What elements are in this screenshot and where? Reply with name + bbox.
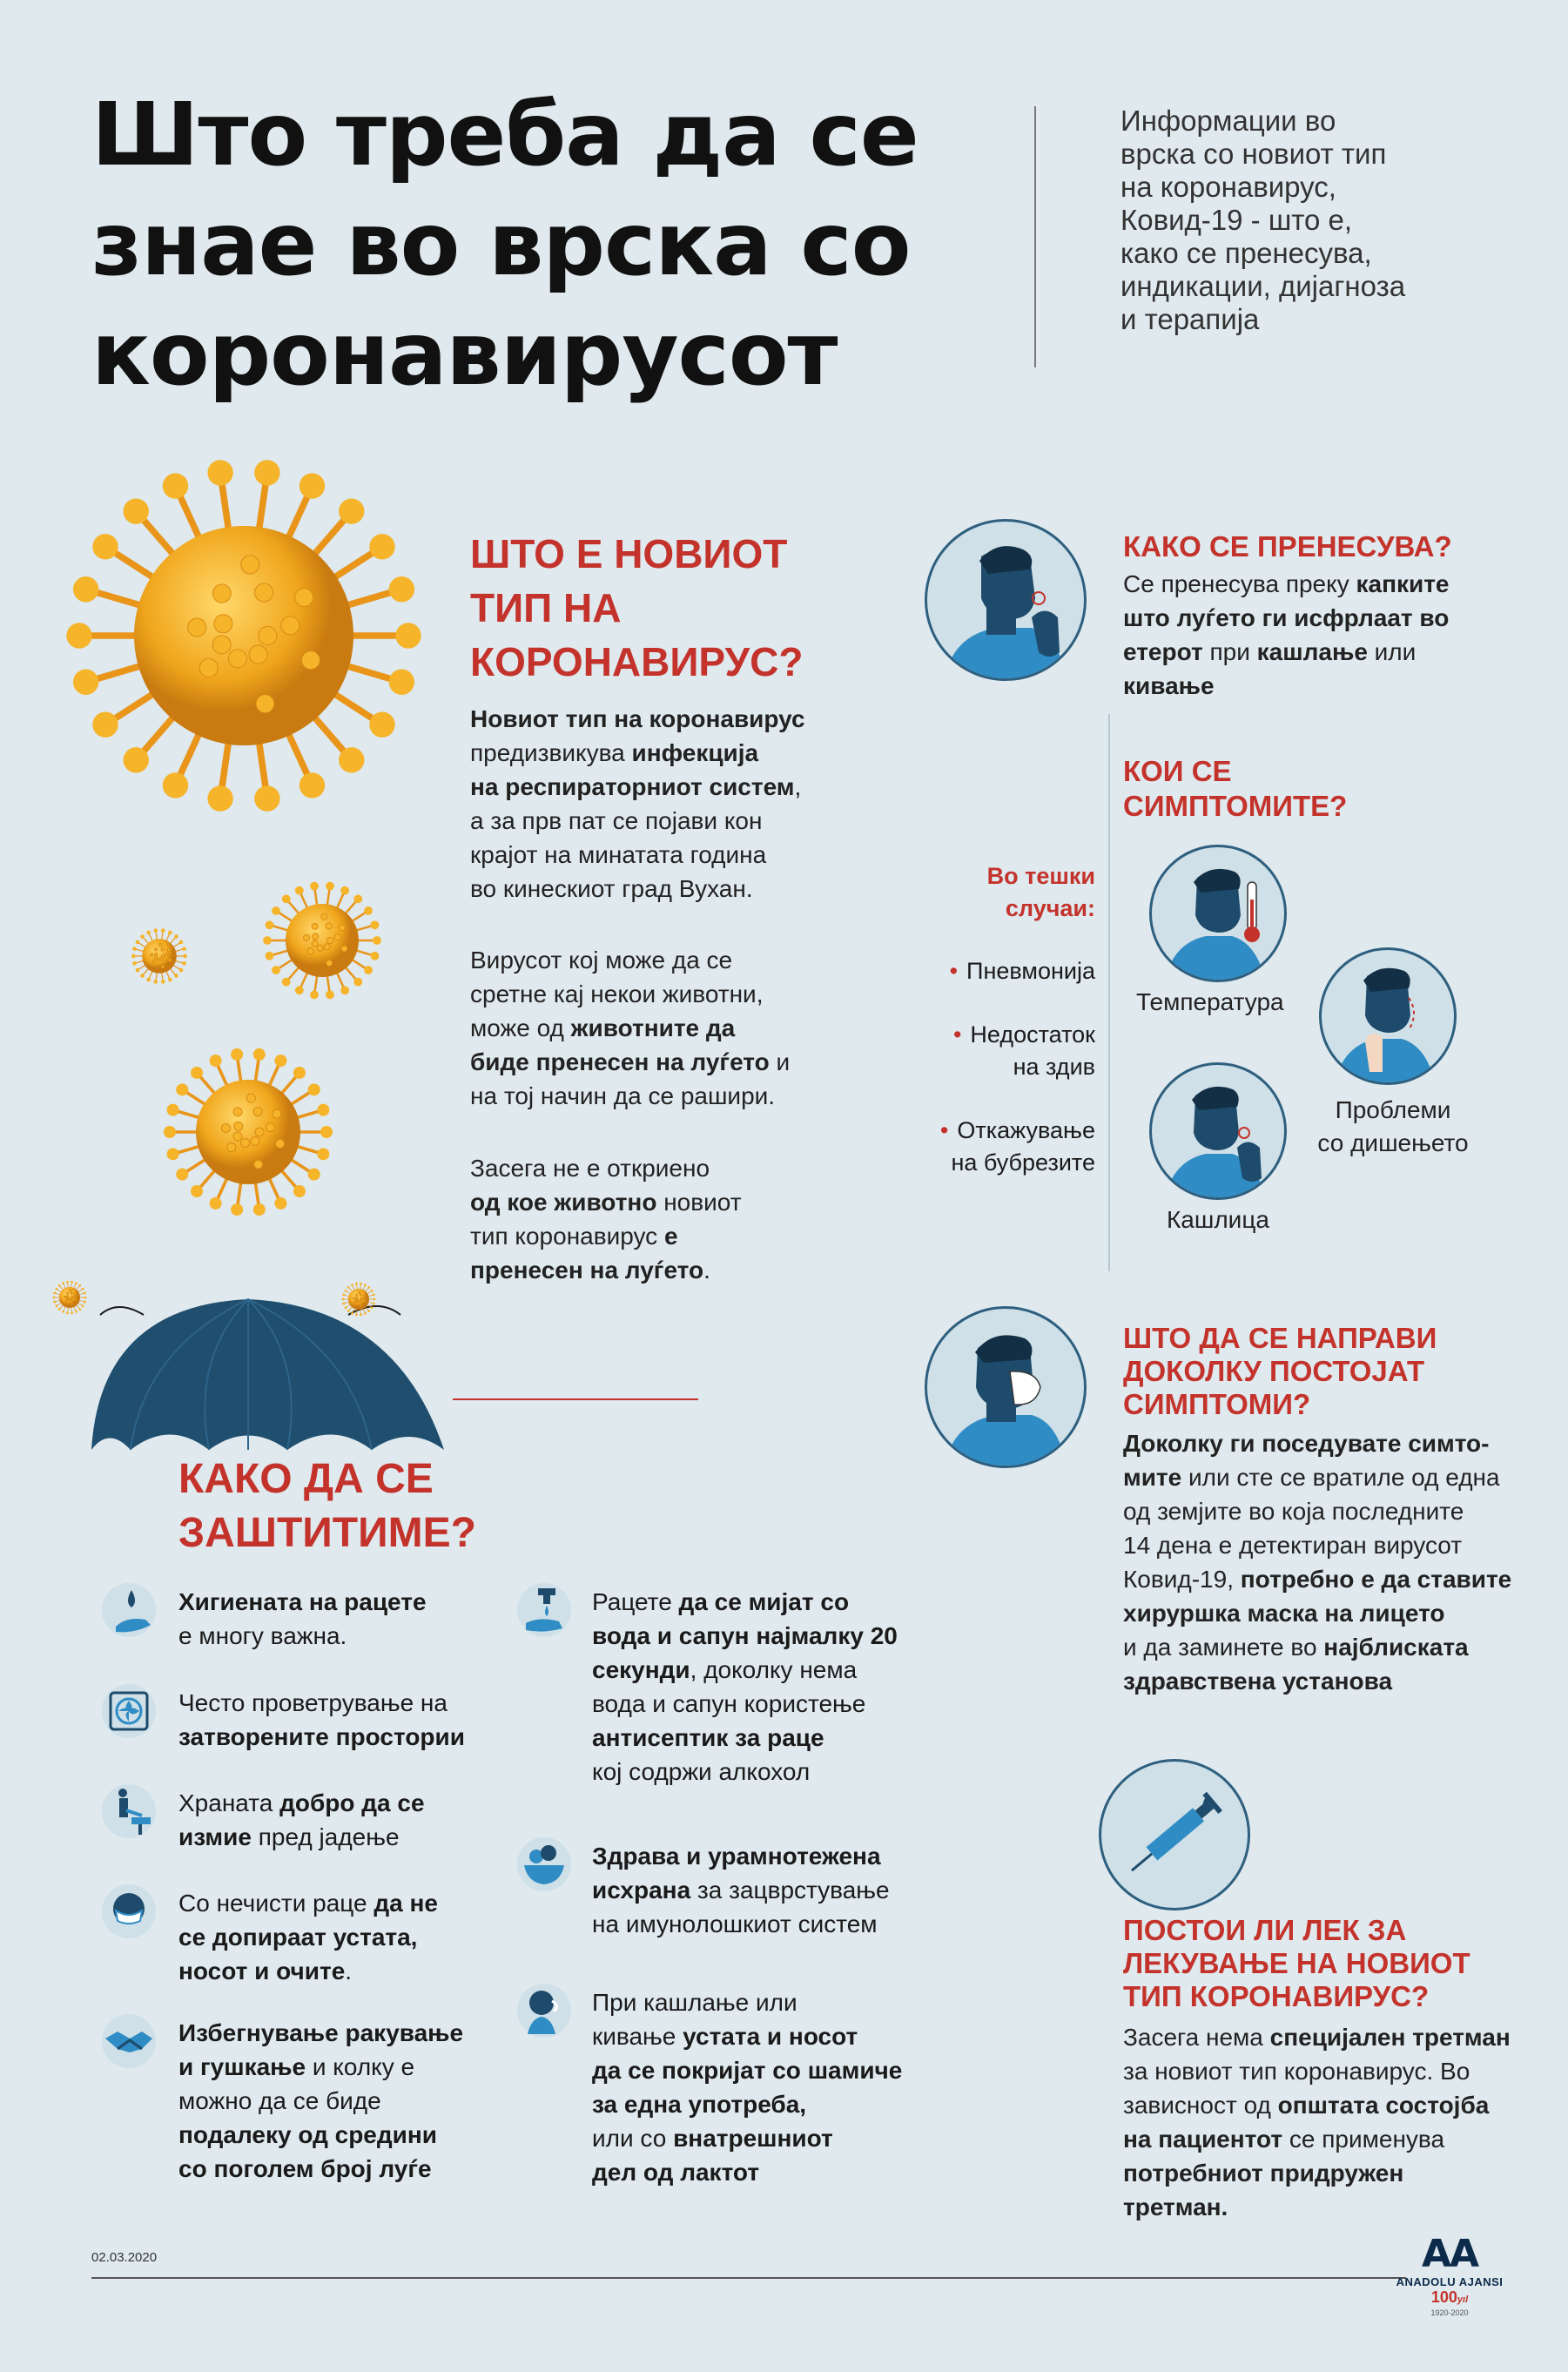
protect-item-text bbox=[178, 1786, 562, 1854]
bold-text: внатрешниот bbox=[673, 2125, 833, 2152]
text-line bbox=[470, 1185, 845, 1219]
transmission-paragraph bbox=[1123, 567, 1515, 703]
text-line bbox=[592, 1585, 975, 1619]
text: , bbox=[794, 773, 802, 800]
text: е многу важна. bbox=[178, 1622, 347, 1649]
temperature-label: Температура bbox=[1136, 988, 1284, 1015]
title-divider bbox=[1034, 106, 1036, 367]
red-divider bbox=[453, 1398, 698, 1400]
cure-title-line: ЛЕКУВАЊЕ НА НОВИОТ bbox=[1123, 1947, 1470, 1979]
severe-item bbox=[871, 1115, 1095, 1179]
symptoms-divider-line bbox=[1108, 714, 1110, 1271]
subtitle-line: и терапија bbox=[1120, 303, 1260, 335]
medium-virus-icon bbox=[261, 879, 383, 1001]
text-line bbox=[178, 1920, 562, 1954]
text-line bbox=[178, 1820, 562, 1854]
text-line bbox=[592, 1653, 975, 1687]
what-to-do-title-line: ДОКОЛКУ ПОСТОЈАТ bbox=[1123, 1355, 1425, 1387]
text-line bbox=[592, 1985, 975, 2019]
cough-circle bbox=[1149, 1062, 1287, 1200]
protect-item-text bbox=[178, 1886, 562, 1988]
severe-item-line bbox=[871, 955, 1095, 987]
severe-item-text: на здив bbox=[1013, 1054, 1095, 1080]
what-is-title-line: ТИП НА bbox=[470, 585, 622, 630]
bold-text: кашлање bbox=[1256, 638, 1368, 665]
bold-text: исхрана bbox=[592, 1877, 691, 1904]
main-title-line: Што треба да се bbox=[91, 84, 919, 185]
text: кивање bbox=[592, 2023, 683, 2050]
bold-text: антисептик за раце bbox=[592, 1724, 824, 1751]
transmission-title: КАКО СЕ ПРЕНЕСУВА? bbox=[1123, 530, 1452, 563]
text: . bbox=[345, 1958, 353, 1985]
bold-text: Здрава и урамнотежена bbox=[592, 1843, 881, 1870]
text-line bbox=[470, 977, 845, 1011]
subtitle-line: на коронавирус, bbox=[1120, 171, 1336, 203]
severe-item-line bbox=[871, 1115, 1095, 1147]
bold-text: на пациентот bbox=[1123, 2126, 1283, 2153]
bullet: • bbox=[949, 958, 959, 984]
bold-text: третман. bbox=[1123, 2193, 1228, 2220]
breathing-circle bbox=[1319, 947, 1457, 1085]
logo-mark: AA bbox=[1421, 2232, 1478, 2276]
subtitle-line: Ковид-19 - што е, bbox=[1120, 204, 1353, 236]
sneeze-icon bbox=[515, 1982, 573, 2039]
main-title-line: знае во врска со bbox=[91, 193, 911, 295]
severe-item-text: Откажување bbox=[957, 1117, 1095, 1143]
food-bowl-icon bbox=[515, 1836, 573, 1893]
footer-date: 02.03.2020 bbox=[91, 2250, 158, 2265]
text-line bbox=[178, 1886, 562, 1920]
hand-drop-icon bbox=[100, 1581, 158, 1639]
text-line bbox=[592, 2053, 975, 2087]
breathing-label-line: Проблеми bbox=[1335, 1096, 1451, 1123]
severe-cases-label bbox=[871, 860, 1095, 925]
bold-text: на респираторниот систем bbox=[470, 773, 795, 800]
text-line bbox=[1123, 567, 1515, 601]
text: Ковид-19, bbox=[1123, 1566, 1241, 1593]
text-line bbox=[178, 2152, 562, 2186]
text: или сте се вратиле од една bbox=[1181, 1464, 1500, 1491]
what-is-paragraph-3 bbox=[470, 1151, 845, 1287]
text: зависност од bbox=[1123, 2092, 1278, 2119]
protect-title bbox=[178, 1452, 614, 1560]
text-line bbox=[470, 943, 845, 977]
text: од земјите во која последните bbox=[1123, 1498, 1464, 1525]
subtitle-line: врска со новиот тип bbox=[1120, 138, 1387, 170]
what-to-do-title-line: СИМПТОМИ? bbox=[1123, 1388, 1311, 1420]
syringe-icon bbox=[1101, 1762, 1248, 1908]
logo-name: ANADOLU AJANSI bbox=[1396, 2275, 1504, 2288]
text-line bbox=[1123, 1528, 1541, 1562]
text: и bbox=[769, 1048, 791, 1075]
large-virus-icon bbox=[61, 453, 427, 819]
text-line bbox=[592, 1907, 975, 1941]
severe-item-line bbox=[871, 1051, 1095, 1083]
bold-text: носот и очите bbox=[178, 1958, 346, 1985]
text-line bbox=[470, 1219, 845, 1253]
logo-years bbox=[1393, 2288, 1506, 2308]
bold-text: специјален третман bbox=[1269, 2024, 1511, 2051]
bold-text: со поголем број луѓе bbox=[178, 2155, 432, 2182]
bold-text: потребниот придружен bbox=[1123, 2160, 1404, 2187]
protect-item-text bbox=[592, 1585, 975, 1789]
umbrella-icon bbox=[48, 1271, 448, 1454]
text: сретне кај некои животни, bbox=[470, 980, 764, 1007]
masked-person-icon bbox=[927, 1309, 1084, 1466]
bold-text: најблиската bbox=[1323, 1634, 1469, 1661]
severe-item-line bbox=[871, 1147, 1095, 1179]
bold-text: кивање bbox=[1123, 672, 1215, 699]
text: Храната bbox=[178, 1789, 280, 1816]
text: Вирусот кој може да се bbox=[470, 947, 733, 974]
bold-text: хируршка маска на лицето bbox=[1123, 1600, 1445, 1627]
text-line bbox=[592, 1619, 975, 1653]
text-line bbox=[470, 736, 845, 770]
protect-title-line: ЗАШТИТИМЕ? bbox=[178, 1510, 476, 1556]
text: при bbox=[1202, 638, 1257, 665]
bold-text: инфекција bbox=[631, 739, 759, 766]
coughing-person-icon bbox=[927, 522, 1084, 678]
breathing-label-line: со дишењето bbox=[1317, 1129, 1469, 1156]
text-line bbox=[1123, 1596, 1541, 1630]
subtitle-line: индикации, дијагноза bbox=[1120, 270, 1406, 302]
text: Засега не е откриено bbox=[470, 1155, 710, 1182]
bold-text: од кое животно bbox=[470, 1189, 657, 1216]
text-line bbox=[1123, 2054, 1541, 2088]
text: тип коронавирус bbox=[470, 1223, 664, 1250]
what-to-do-title-line: ШТО ДА СЕ НАПРАВИ bbox=[1123, 1322, 1437, 1354]
text-line bbox=[178, 2050, 562, 2084]
bold-text: пренесен на луѓето bbox=[470, 1257, 704, 1284]
text-line bbox=[592, 2121, 975, 2155]
cure-title-line: ПОСТОИ ЛИ ЛЕК ЗА bbox=[1123, 1914, 1407, 1946]
text-line bbox=[1123, 1426, 1541, 1460]
what-to-do-circle bbox=[925, 1306, 1087, 1468]
text-line bbox=[1123, 1664, 1541, 1698]
bold-text: што луѓето ги исфрлаат во bbox=[1123, 604, 1450, 631]
bold-text: здравствена установа bbox=[1123, 1668, 1393, 1695]
text-line bbox=[1123, 2190, 1541, 2224]
text-line bbox=[592, 2019, 975, 2053]
text: а за прв пат се појави кон bbox=[470, 807, 763, 834]
bold-text: општата состојба bbox=[1277, 2092, 1490, 2119]
text: за новиот тип коронавирус. Во bbox=[1123, 2058, 1470, 2085]
temperature-circle bbox=[1149, 845, 1287, 982]
text: Се пренесува преку bbox=[1123, 570, 1356, 597]
logo-yil: yıl bbox=[1457, 2295, 1469, 2305]
text: вода и сапун користење bbox=[592, 1690, 866, 1717]
severe-item-line bbox=[871, 1019, 1095, 1051]
bold-text: вода и сапун најмалку 20 bbox=[592, 1622, 898, 1649]
text: При кашлање или bbox=[592, 1989, 797, 2016]
text-line bbox=[178, 1954, 562, 1988]
logo-years-number: 100 bbox=[1430, 2288, 1457, 2306]
text-line bbox=[1123, 1630, 1541, 1664]
coughing-person-icon-2 bbox=[1152, 1065, 1284, 1197]
bold-text: етерот bbox=[1123, 638, 1203, 665]
bold-text: и гушкање bbox=[178, 2053, 306, 2080]
symptoms-title-line: СИМПТОМИТЕ? bbox=[1123, 790, 1348, 822]
text-line bbox=[178, 2084, 562, 2118]
bold-text: добро да се bbox=[279, 1789, 425, 1816]
what-is-paragraph-2 bbox=[470, 943, 845, 1113]
text-line bbox=[470, 770, 845, 804]
text-line bbox=[592, 2155, 975, 2189]
what-is-title bbox=[470, 527, 845, 689]
text: кој содржи алкохол bbox=[592, 1758, 811, 1785]
text-line bbox=[470, 838, 845, 872]
text-line bbox=[178, 1686, 562, 1720]
bold-text: Доколку ги поседувате симто- bbox=[1123, 1430, 1490, 1457]
text-line bbox=[178, 1720, 562, 1754]
protect-title-line: КАКО ДА СЕ bbox=[178, 1456, 434, 1502]
text: предизвикува bbox=[470, 739, 632, 766]
bold-text: дел од лактот bbox=[592, 2159, 760, 2186]
text: крајот на минатата година bbox=[470, 841, 767, 868]
text-line bbox=[470, 1011, 845, 1045]
text-line bbox=[1123, 2020, 1541, 2054]
text-line bbox=[470, 702, 845, 736]
tiny-virus-icon-2 bbox=[341, 1282, 376, 1317]
cure-circle bbox=[1099, 1759, 1250, 1910]
text: Рацете bbox=[592, 1588, 679, 1615]
bold-text: Новиот тип на коронавирус bbox=[470, 705, 805, 732]
text: Често проветрување на bbox=[178, 1689, 448, 1716]
thermometer-person-icon bbox=[1152, 847, 1284, 980]
subtitle-line: како се пренесува, bbox=[1120, 237, 1372, 269]
transmission-circle bbox=[925, 519, 1087, 681]
severe-item-text: Пневмонија bbox=[966, 958, 1095, 984]
cure-title bbox=[1123, 1914, 1470, 2013]
text-line bbox=[1123, 1460, 1541, 1494]
bold-text: биде пренесен на луѓето bbox=[470, 1048, 770, 1075]
bullet: • bbox=[939, 1117, 949, 1143]
text: , доколку нема bbox=[690, 1656, 858, 1683]
symptoms-title-line: КОИ СЕ bbox=[1123, 755, 1232, 787]
footer-line bbox=[91, 2277, 1406, 2279]
text-line bbox=[592, 2087, 975, 2121]
small-virus-icon bbox=[131, 927, 188, 985]
medium-virus-icon-2 bbox=[161, 1045, 335, 1219]
text: или со bbox=[592, 2125, 674, 2152]
faucet-hand-icon bbox=[515, 1581, 573, 1639]
severe-label-line: случаи: bbox=[1005, 895, 1095, 921]
text-line bbox=[592, 1873, 975, 1907]
bold-text: затворените простории bbox=[178, 1723, 465, 1750]
text-line bbox=[1123, 2122, 1541, 2156]
text-line bbox=[470, 872, 845, 906]
main-title bbox=[91, 80, 979, 409]
bold-text: Избегнување ракување bbox=[178, 2019, 464, 2046]
subtitle bbox=[1120, 104, 1469, 336]
text: на тој начин да се рашири. bbox=[470, 1082, 776, 1109]
bold-text: да се мијат со bbox=[678, 1588, 850, 1615]
bold-text: се допираат устата, bbox=[178, 1924, 418, 1951]
bold-text: подалеку од средини bbox=[178, 2121, 437, 2148]
bold-text: устата и носот bbox=[683, 2023, 858, 2050]
what-is-paragraph-1 bbox=[470, 702, 845, 906]
text-line bbox=[592, 1721, 975, 1755]
text-line bbox=[1123, 1562, 1541, 1596]
text-line bbox=[178, 2016, 562, 2050]
text: се применува bbox=[1282, 2126, 1445, 2153]
tiny-virus-icon bbox=[52, 1280, 87, 1315]
bold-text: за една употреба, bbox=[592, 2091, 807, 2118]
bold-text: е bbox=[663, 1223, 678, 1250]
text-line bbox=[178, 2118, 562, 2152]
bold-text: да не bbox=[373, 1890, 438, 1917]
breathing-problems-label bbox=[1306, 1094, 1480, 1160]
text-line bbox=[178, 1786, 562, 1820]
severe-label-line: Во тешки bbox=[986, 863, 1095, 889]
text: 14 дена е детектиран вирусот bbox=[1123, 1532, 1463, 1559]
text: или bbox=[1367, 638, 1417, 665]
bold-text: капките bbox=[1356, 570, 1450, 597]
bold-text: мите bbox=[1123, 1464, 1182, 1491]
text-line bbox=[470, 1079, 845, 1113]
text-line bbox=[1123, 669, 1515, 703]
what-is-title-line: ШТО Е НОВИОТ bbox=[470, 531, 788, 576]
main-title-line: коронавирусот bbox=[91, 303, 838, 405]
severe-item-text: Недостаток bbox=[970, 1021, 1095, 1048]
protect-item-text bbox=[178, 1686, 562, 1754]
cough-label: Кашлица bbox=[1167, 1206, 1269, 1233]
severe-item bbox=[871, 1019, 1095, 1083]
bold-text: измие bbox=[178, 1823, 252, 1850]
text: може од bbox=[470, 1014, 571, 1041]
text-line bbox=[470, 1151, 845, 1185]
mask-face-icon bbox=[100, 1883, 158, 1940]
bold-text: животните да bbox=[570, 1014, 736, 1041]
protect-item-text bbox=[592, 1985, 975, 2189]
text: новиот bbox=[656, 1189, 742, 1216]
bold-text: Хигиената на рацете bbox=[178, 1588, 427, 1615]
logo-range: 1920-2020 bbox=[1430, 2308, 1469, 2317]
text-line bbox=[592, 1687, 975, 1721]
text-line bbox=[592, 1839, 975, 1873]
ventilator-icon bbox=[100, 1682, 158, 1740]
severe-item-text: на бубрезите bbox=[951, 1149, 1095, 1176]
what-is-title-line: КОРОНАВИРУС? bbox=[470, 639, 804, 684]
text-line bbox=[1123, 2088, 1541, 2122]
severe-item bbox=[871, 955, 1095, 987]
text: Засега нема bbox=[1123, 2024, 1270, 2051]
text-line bbox=[592, 1755, 975, 1789]
bold-text: потребно е да ставите bbox=[1240, 1566, 1512, 1593]
text-line bbox=[178, 1585, 562, 1619]
text: можно да се биде bbox=[178, 2087, 381, 2114]
text: на имунолошкиот систем bbox=[592, 1910, 878, 1937]
text: . bbox=[703, 1257, 710, 1284]
symptoms-title bbox=[1123, 754, 1347, 824]
protect-item-text bbox=[178, 2016, 562, 2186]
bold-text: секунди bbox=[592, 1656, 690, 1683]
breathing-person-icon bbox=[1322, 950, 1454, 1082]
text-line bbox=[470, 804, 845, 838]
protect-item-text bbox=[592, 1839, 975, 1941]
text-line bbox=[1123, 601, 1515, 635]
what-to-do-title bbox=[1123, 1322, 1437, 1421]
text-line bbox=[470, 1045, 845, 1079]
text-line bbox=[470, 1253, 845, 1287]
text: Со нечисти раце bbox=[178, 1890, 374, 1917]
cure-paragraph bbox=[1123, 2020, 1541, 2224]
text-line bbox=[1123, 635, 1515, 669]
cure-title-line: ТИП КОРОНАВИРУС? bbox=[1123, 1980, 1430, 2012]
text: за зацврстување bbox=[690, 1877, 890, 1904]
text: во кинескиот град Вухан. bbox=[470, 875, 753, 902]
text-line bbox=[178, 1619, 562, 1653]
handshake-icon bbox=[100, 2012, 158, 2070]
bullet: • bbox=[952, 1021, 962, 1048]
text-line bbox=[1123, 1494, 1541, 1528]
protect-item-text bbox=[178, 1585, 562, 1653]
subtitle-line: Информации во bbox=[1120, 104, 1336, 137]
text-line bbox=[1123, 2156, 1541, 2190]
bold-text: да се покријат со шамиче bbox=[592, 2057, 903, 2084]
text: и да заминете во bbox=[1123, 1634, 1324, 1661]
washing-food-icon bbox=[100, 1782, 158, 1840]
text: и колку е bbox=[306, 2053, 415, 2080]
text: пред јадење bbox=[251, 1823, 400, 1850]
what-to-do-paragraph bbox=[1123, 1426, 1541, 1698]
anadolu-logo bbox=[1393, 2234, 1506, 2317]
